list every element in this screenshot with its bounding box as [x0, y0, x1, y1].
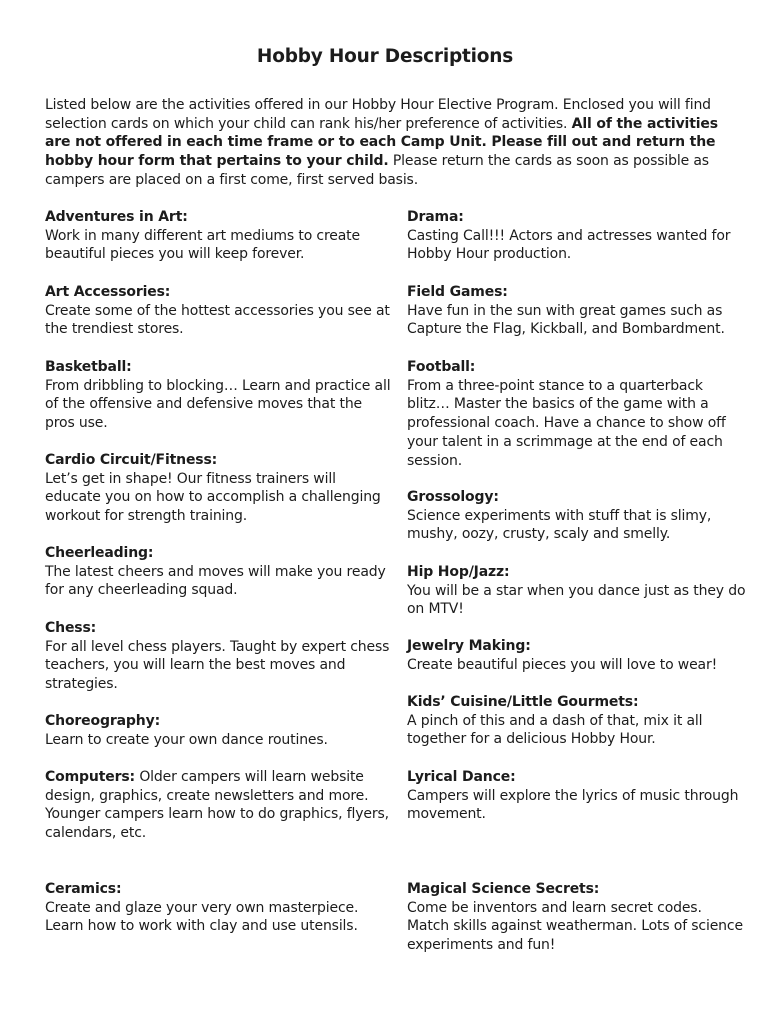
activity-description: Create some of the hottest accessories you see at the trendiest stores. [45, 302, 390, 338]
activity-description: Campers will explore the lyrics of music through movement. [407, 787, 739, 823]
activity-description: For all level chess players. Taught by expert chess teachers, you will learn the best moves and strategies. [45, 638, 390, 693]
activity-name: Chess: [45, 620, 97, 636]
intro-text-end: Please return the cards as soon as possible as campers are placed on a first come, first served basis. [45, 153, 709, 188]
activity-cardio-circuit [45, 451, 395, 526]
activity-name: Adventures in Art: [45, 209, 188, 225]
activity-description: Casting Call!!! Actors and actresses wanted for Hobby Hour production. [407, 227, 731, 263]
activity-name: Jewelry Making: [407, 638, 531, 654]
activity-description: Work in many different art mediums to create beautiful pieces you will keep forever. [45, 227, 360, 263]
activity-description: From a three-point stance to a quarterback blitz… Master the basics of the game with a professional coach. Have a chance to show off your talent in a scrimmage at the end of each session. [407, 377, 726, 469]
activity-name: Grossology: [407, 489, 499, 505]
activity-description: The latest cheers and moves will make you ready for any cheerleading squad. [45, 563, 386, 599]
activity-jewelry-making [407, 637, 747, 674]
activity-name: Hip Hop/Jazz: [407, 564, 510, 580]
activity-description: Come be inventors and learn secret codes. Match skills against weatherman. Lots of science experiments and fun! [407, 899, 743, 954]
activity-name: Ceramics: [45, 881, 122, 897]
activity-cheerleading [45, 544, 395, 600]
intro-paragraph [45, 96, 735, 190]
activity-lyrical-dance [407, 768, 747, 824]
activity-name: Art Accessories: [45, 284, 171, 300]
activity-description: Science experiments with stuff that is slimy, mushy, oozy, crusty, scaly and smelly. [407, 507, 712, 543]
activity-description: Let’s get in shape! Our fitness trainers will educate you on how to accomplish a challenging workout for strength training. [45, 470, 381, 525]
activity-description: You will be a star when you dance just as they do on MTV! [407, 582, 746, 618]
activity-football [407, 358, 747, 470]
activity-description: From dribbling to blocking… Learn and practice all of the offensive and defensive moves that the pros use. [45, 377, 391, 432]
activity-name: Kids’ Cuisine/Little Gourmets: [407, 694, 639, 710]
activity-field-games [407, 283, 747, 339]
activity-magical-science-secrets [407, 880, 747, 955]
activity-hip-hop-jazz [407, 563, 747, 619]
activity-name: Football: [407, 359, 476, 375]
activity-name: Field Games: [407, 284, 508, 300]
activity-description: Create and glaze your very own masterpiece. Learn how to work with clay and use utensils. [45, 899, 359, 935]
activity-art-accessories [45, 283, 395, 339]
activity-description: Have fun in the sun with great games such as Capture the Flag, Kickball, and Bombardment. [407, 302, 725, 338]
activity-computers [45, 768, 395, 843]
activity-choreography [45, 712, 395, 749]
activity-kids-cuisine [407, 693, 747, 749]
activity-name: Computers: [45, 769, 135, 785]
activity-name: Drama: [407, 209, 464, 225]
activity-chess [45, 619, 395, 694]
activity-basketball [45, 358, 395, 433]
intro-bold-text: All of the activities are not offered in each time frame or to each Camp Unit. Please fill out and return the hobby hour form that pertains to your child. [45, 115, 718, 170]
activity-drama [407, 208, 747, 264]
activity-description: A pinch of this and a dash of that, mix it all together for a delicious Hobby Hour. [407, 712, 703, 748]
activity-name: Lyrical Dance: [407, 769, 516, 785]
activity-grossology [407, 488, 747, 544]
activity-ceramics [45, 880, 395, 936]
activity-name: Basketball: [45, 359, 132, 375]
intro-text: Listed below are the activities offered in our Hobby Hour Elective Program. Enclosed you will find selection cards on which your child can rank his/her preference of activities. [45, 97, 711, 132]
activity-description: Older campers will learn website design, graphics, create newsletters and more. Younger campers learn how to do graphics, flyers, calendars, etc. [45, 769, 389, 842]
page-title: Hobby Hour Descriptions [256, 46, 514, 67]
activity-description: Learn to create your own dance routines. [45, 731, 328, 748]
activity-adventures-in-art [45, 208, 395, 264]
activity-name: Magical Science Secrets: [407, 881, 600, 897]
activity-name: Choreography: [45, 713, 161, 729]
activity-description: Create beautiful pieces you will love to wear! [407, 656, 718, 673]
activity-name: Cheerleading: [45, 545, 154, 561]
activity-name: Cardio Circuit/Fitness: [45, 452, 218, 468]
